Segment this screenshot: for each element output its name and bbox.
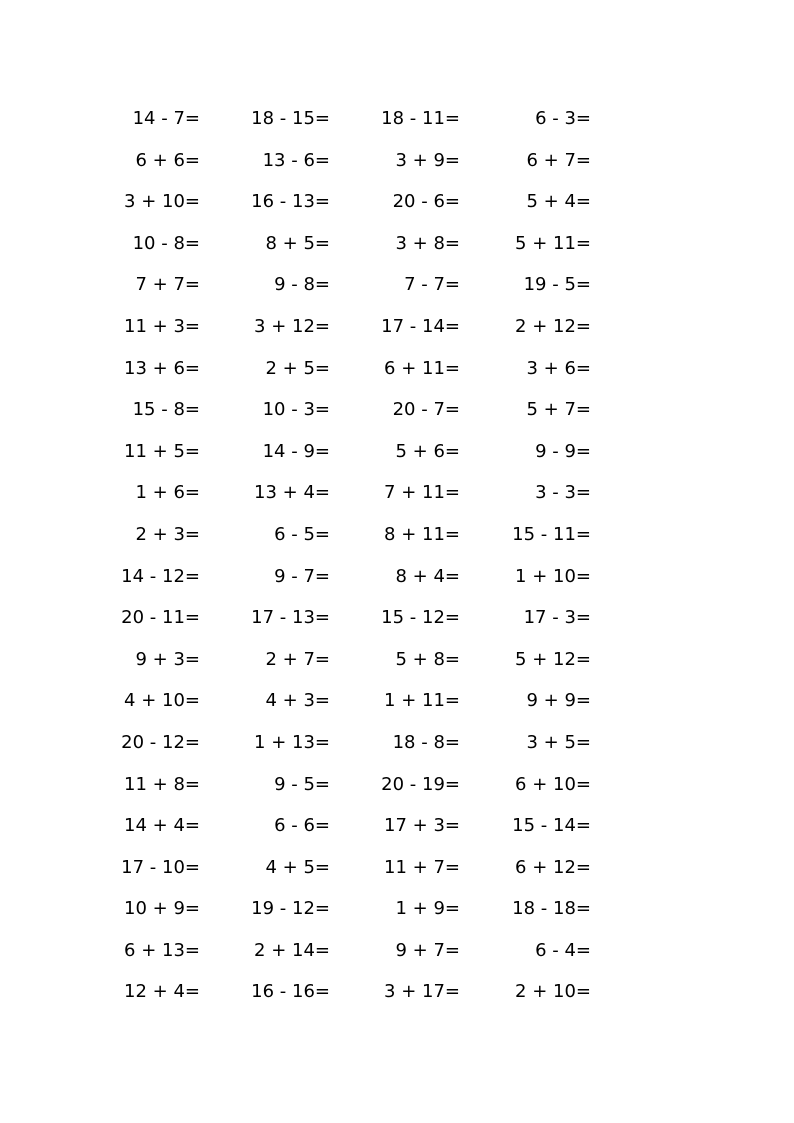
- problem: 18 - 11=: [381, 108, 460, 129]
- problem: 6 - 3=: [535, 108, 591, 129]
- problem: 7 - 7=: [404, 274, 460, 296]
- problem: 1 + 9=: [395, 898, 460, 920]
- problem: 3 + 8=: [395, 232, 460, 254]
- problem: 5 + 8=: [395, 648, 460, 670]
- problem: 18 - 18=: [512, 898, 591, 920]
- problem: 9 + 9=: [526, 690, 591, 712]
- problem: 19 - 5=: [523, 274, 591, 296]
- problem: 9 - 8=: [274, 274, 330, 296]
- problem: 8 + 11=: [384, 523, 460, 545]
- problem: 2 + 5=: [265, 357, 330, 379]
- problem: 6 + 13=: [124, 939, 200, 961]
- problem-row: [0, 930, 794, 972]
- problem: 8 + 5=: [265, 232, 330, 254]
- problem: 13 + 6=: [124, 357, 200, 379]
- problem: 10 + 9=: [124, 898, 200, 920]
- problem: 17 - 3=: [523, 607, 591, 629]
- problem: 5 + 12=: [515, 648, 591, 670]
- arithmetic-worksheet: [0, 98, 794, 1013]
- problem-row: [0, 556, 794, 598]
- problem: 15 - 8=: [132, 399, 200, 421]
- problem: 20 - 19=: [381, 773, 460, 795]
- problem: 13 + 4=: [254, 482, 330, 504]
- problem: 15 - 11=: [512, 523, 591, 545]
- problem: 17 + 3=: [384, 815, 460, 837]
- problem: 15 - 12=: [381, 607, 460, 629]
- problem: 6 + 6=: [135, 149, 200, 171]
- problem-row: [0, 264, 794, 306]
- problem-row: [0, 805, 794, 847]
- problem-row: [0, 597, 794, 639]
- problem-row: [0, 971, 794, 1013]
- problem: 14 - 12=: [121, 565, 200, 587]
- problem: 15 - 14=: [512, 815, 591, 837]
- problem: 19 - 12=: [251, 898, 330, 920]
- problem: 3 + 6=: [526, 357, 591, 379]
- problem: 6 + 10=: [515, 773, 591, 795]
- problem: 5 + 4=: [526, 191, 591, 213]
- problem: 11 + 3=: [124, 315, 200, 337]
- problem: 9 - 7=: [274, 565, 330, 587]
- problem: 11 + 5=: [124, 440, 200, 462]
- problem: 20 - 6=: [392, 191, 460, 213]
- problem: 20 - 7=: [392, 399, 460, 421]
- problem-row: [0, 639, 794, 681]
- problem-row: [0, 764, 794, 806]
- problem-row: [0, 680, 794, 722]
- problem: 1 + 13=: [254, 731, 330, 753]
- problem: 13 - 6=: [262, 149, 330, 171]
- problem: 2 + 12=: [515, 315, 591, 337]
- problem: 3 + 10=: [124, 191, 200, 213]
- problem: 6 - 6=: [274, 815, 330, 837]
- problem: 14 + 4=: [124, 815, 200, 837]
- problem: 2 + 14=: [254, 939, 330, 961]
- problem: 2 + 7=: [265, 648, 330, 670]
- problem: 5 + 7=: [526, 399, 591, 421]
- problem: 3 + 9=: [395, 149, 460, 171]
- problem-row: [0, 140, 794, 182]
- problem: 17 - 13=: [251, 607, 330, 629]
- problem-row: [0, 514, 794, 556]
- problem: 7 + 7=: [135, 274, 200, 296]
- problem: 7 + 11=: [384, 482, 460, 504]
- problem: 18 - 15=: [251, 108, 330, 129]
- problem-row: [0, 181, 794, 223]
- problem: 9 + 7=: [395, 939, 460, 961]
- problem-row: [0, 888, 794, 930]
- problem: 10 - 8=: [132, 232, 200, 254]
- problem: 20 - 11=: [121, 607, 200, 629]
- problem: 11 + 8=: [124, 773, 200, 795]
- problem: 11 + 7=: [384, 856, 460, 878]
- problem: 5 + 6=: [395, 440, 460, 462]
- problem: 10 - 3=: [262, 399, 330, 421]
- problem: 2 + 3=: [135, 523, 200, 545]
- problem: 5 + 11=: [515, 232, 591, 254]
- problem: 4 + 10=: [124, 690, 200, 712]
- problem-row: [0, 348, 794, 390]
- problem: 2 + 10=: [515, 981, 591, 1003]
- problem: 3 + 12=: [254, 315, 330, 337]
- problem: 17 - 10=: [121, 856, 200, 878]
- problem-row: [0, 389, 794, 431]
- problem: 16 - 13=: [251, 191, 330, 213]
- problem-row: [0, 98, 794, 140]
- problem: 9 + 3=: [135, 648, 200, 670]
- problem: 8 + 4=: [395, 565, 460, 587]
- problem-row: [0, 472, 794, 514]
- problem: 17 - 14=: [381, 315, 460, 337]
- problem: 3 + 17=: [384, 981, 460, 1003]
- problem: 6 - 4=: [535, 939, 591, 961]
- problem: 1 + 6=: [135, 482, 200, 504]
- problem: 6 + 7=: [526, 149, 591, 171]
- problem: 18 - 8=: [392, 731, 460, 753]
- problem-row: [0, 306, 794, 348]
- problem-row: [0, 722, 794, 764]
- problem: 6 + 11=: [384, 357, 460, 379]
- problem: 14 - 7=: [132, 108, 200, 129]
- problem: 12 + 4=: [124, 981, 200, 1003]
- problem: 3 + 5=: [526, 731, 591, 753]
- problem: 6 + 12=: [515, 856, 591, 878]
- problem-row: [0, 847, 794, 889]
- problem: 4 + 5=: [265, 856, 330, 878]
- problem: 3 - 3=: [535, 482, 591, 504]
- problem: 14 - 9=: [262, 440, 330, 462]
- problem: 4 + 3=: [265, 690, 330, 712]
- problem: 20 - 12=: [121, 731, 200, 753]
- problem: 6 - 5=: [274, 523, 330, 545]
- problem: 1 + 11=: [384, 690, 460, 712]
- problem-row: [0, 223, 794, 265]
- problem: 16 - 16=: [251, 981, 330, 1003]
- problem: 9 - 5=: [274, 773, 330, 795]
- problem: 9 - 9=: [535, 440, 591, 462]
- problem-row: [0, 431, 794, 473]
- problem: 1 + 10=: [515, 565, 591, 587]
